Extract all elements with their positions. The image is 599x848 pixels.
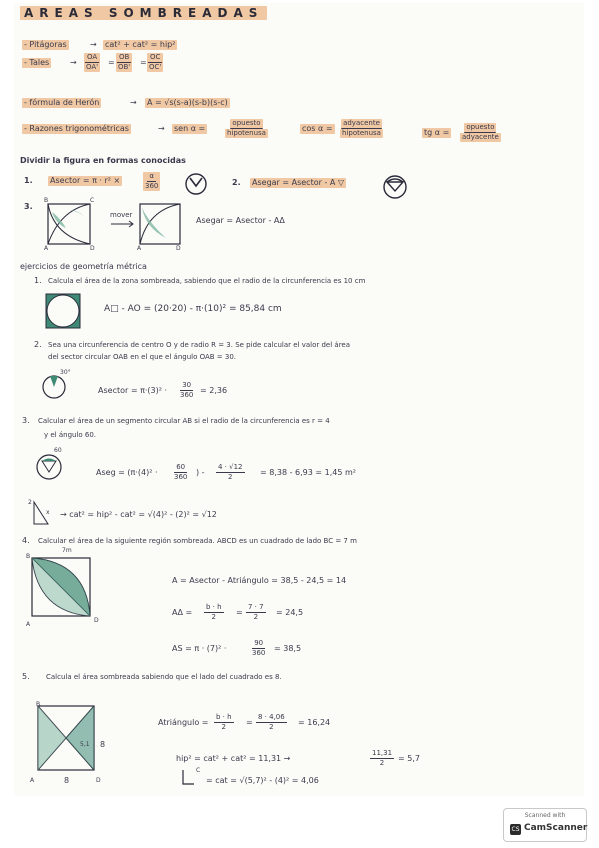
dimension-label: 7m: [62, 547, 72, 554]
heron-formula: A = √s(s-a)(s-b)(s-c): [147, 98, 228, 107]
triangle-fraction: $\frac{b \cdot h}{2}$: [206, 603, 222, 621]
angle-label: 30°: [60, 369, 71, 376]
trig-label: - Razones trigonométricas: [24, 124, 129, 133]
exercise-number: 2.: [34, 340, 42, 349]
vertex-a: A: [137, 245, 142, 252]
item-number: 2.: [232, 178, 241, 187]
segment-difference-formula: Asegar = Asector - AΔ: [196, 216, 285, 225]
triangle-fraction: $\frac{b \cdot h}{2}$: [216, 713, 232, 731]
camscanner-badge: [503, 808, 587, 842]
vertex-d: D: [90, 245, 95, 252]
segment-icon: [382, 174, 408, 200]
exercise-4-result: = 24,5: [276, 608, 304, 617]
exercise-2-formula: Asector = π·(3)² ·: [98, 386, 168, 395]
exercise-4-result: = 38,5: [274, 644, 302, 653]
moved-square-figure: [136, 198, 186, 248]
tg-label: tg α =: [424, 128, 450, 137]
exercise-number: 5.: [22, 672, 30, 681]
vertex-d: D: [96, 777, 101, 784]
exercise-statement: del sector circular OAB en el que el ángulo OAB = 30.: [48, 353, 237, 361]
exercise-statement: Calcula el área sombreada sabiendo que el lado del cuadrado es 8.: [46, 673, 282, 681]
equals: =: [108, 58, 115, 67]
section-heading: ejercicios de geometría métrica: [20, 262, 147, 271]
exercise-statement: Calcular el área de un segmento circular AB si el radio de la circunferencia es r = 4: [38, 417, 330, 425]
item-number: 3.: [24, 202, 33, 211]
exercise-1-result: A□ - AO = (20·20) - π·(10)² = 85,84 cm: [104, 304, 282, 314]
triangles-square-figure: [32, 700, 100, 778]
segment-formula: Asegar = Asector - A ▽: [252, 178, 345, 187]
move-label: mover: [110, 211, 133, 219]
vertex-a: A: [30, 777, 35, 784]
pythagoras-application: → cat² = hip² - cat² = √(4)² - (2)² = √12: [60, 510, 217, 519]
cos-fraction: adyacente hipotenusa: [342, 119, 381, 137]
segment-60-figure: [34, 452, 64, 482]
equals: =: [140, 58, 147, 67]
vertex-a: A: [26, 621, 31, 628]
exercise-3-formula: Aseg = (π·(4)² ·: [96, 468, 158, 477]
angle-label: 60: [54, 447, 62, 454]
exercise-statement: Calcular el área de la siguiente región sombreada. ABCD es un cuadrado de lado BC = 7 m: [38, 537, 357, 545]
tales-fraction-1: $\frac{OA}{OA'}$: [86, 53, 99, 71]
pitagoras-formula: cat² + cat² = hip²: [105, 40, 176, 49]
small-triangle-icon: [180, 768, 196, 786]
exercise-4-formula: AS = π · (7)² ·: [172, 644, 227, 653]
exercise-number: 1.: [34, 276, 42, 285]
page-title: AREAS SOMBREADAS: [20, 6, 267, 20]
exercise-number: 3.: [22, 416, 30, 425]
vertex-d: D: [94, 617, 99, 624]
vertex-b: B: [44, 197, 49, 204]
exercise-5-formula: Atriángulo =: [158, 718, 209, 727]
arrow: →: [130, 98, 137, 107]
exercise-2-result: = 2,36: [200, 386, 228, 395]
side-label: x: [46, 509, 50, 516]
hypotenuse-fraction: $\frac{11,31}{2}$: [372, 749, 393, 767]
sector-fraction: $\frac{\alpha}{360}$: [145, 172, 159, 190]
heron-label: - fórmula de Herón: [24, 98, 100, 107]
vertex-c: C: [90, 197, 95, 204]
side-label: 8: [64, 776, 70, 785]
triangle-fraction: $\frac{4 \cdot √12}{2}$: [218, 463, 243, 481]
arrow: →: [90, 40, 97, 49]
sector-icon: [184, 172, 208, 196]
tales-fraction-3: $\frac{OC}{OC'}$: [149, 53, 162, 71]
diagonal-label: 5,1: [80, 741, 90, 748]
equals: =: [246, 718, 253, 727]
vertex-c: C: [196, 767, 201, 774]
square-with-circle-figure: [44, 292, 82, 330]
tales-fraction-2: $\frac{OB}{OB'}$: [118, 53, 131, 71]
exercise-4-formula: A = Asector - Atriángulo = 38,5 - 24,5 = 14: [172, 576, 347, 585]
exercise-5-formula: hip² = cat² + cat² = 11,31 →: [176, 754, 291, 763]
exercise-number: 4.: [22, 536, 30, 545]
equals: =: [236, 608, 243, 617]
vertex-b: B: [36, 701, 41, 708]
exercise-5-result: = 5,7: [398, 754, 420, 763]
exercise-5-result: = 16,24: [298, 718, 331, 727]
sen-fraction: opuesto hipotenusa: [227, 119, 266, 137]
camscanner-logo-icon: CS: [511, 826, 520, 833]
vertex-a: A: [44, 245, 49, 252]
camscanner-brand: CamScanner: [524, 823, 588, 833]
vertex-d: D: [176, 245, 181, 252]
item-number: 1.: [24, 176, 33, 185]
sector-formula: Asector = π · r² ×: [50, 176, 121, 185]
triangle-fraction: $\frac{7 \cdot 7}{2}$: [248, 603, 264, 621]
angle-fraction: $\frac{90}{360}$: [252, 639, 266, 657]
exercise-statement: Sea una circunferencia de centro O y de radio R = 3. Se pide calcular el valor del área: [48, 341, 351, 349]
exercise-statement: y el ángulo 60.: [44, 431, 97, 439]
tales-label: - Tales: [24, 58, 50, 67]
exercise-5-formula: = cat = √(5,7)² - (4)² = 4,06: [206, 776, 319, 785]
cos-label: cos α =: [302, 124, 333, 133]
angle-fraction: $\frac{60}{360}$: [174, 463, 188, 481]
angle-fraction: $\frac{30}{360}$: [180, 381, 194, 399]
side-label: 2: [28, 499, 32, 506]
scanned-with-label: Scanned with: [524, 812, 566, 819]
pitagoras-label: - Pitágoras: [24, 40, 67, 49]
arrow-icon: [110, 220, 136, 228]
arrow: →: [158, 124, 165, 133]
exercise-statement: Calcula el área de la zona sombreada, sabiendo que el radio de la circunferencia es 10 cm: [48, 277, 366, 285]
side-label: 8: [100, 740, 106, 749]
exercise-3-formula: ) -: [196, 468, 205, 477]
tg-fraction: opuesto adyacente: [462, 123, 499, 141]
arrow: →: [70, 58, 77, 67]
exercise-4-formula: AΔ =: [172, 608, 193, 617]
sen-label: sen α =: [174, 124, 206, 133]
triangle-fraction: $\frac{8 \cdot 4,06}{2}$: [258, 713, 285, 731]
section-heading: Dividir la figura en formas conocidas: [20, 156, 186, 165]
vertex-b: B: [26, 553, 31, 560]
exercise-3-result: = 8,38 - 6,93 = 1,45 m²: [260, 468, 356, 477]
quarter-circle-square-figure: [28, 552, 96, 620]
